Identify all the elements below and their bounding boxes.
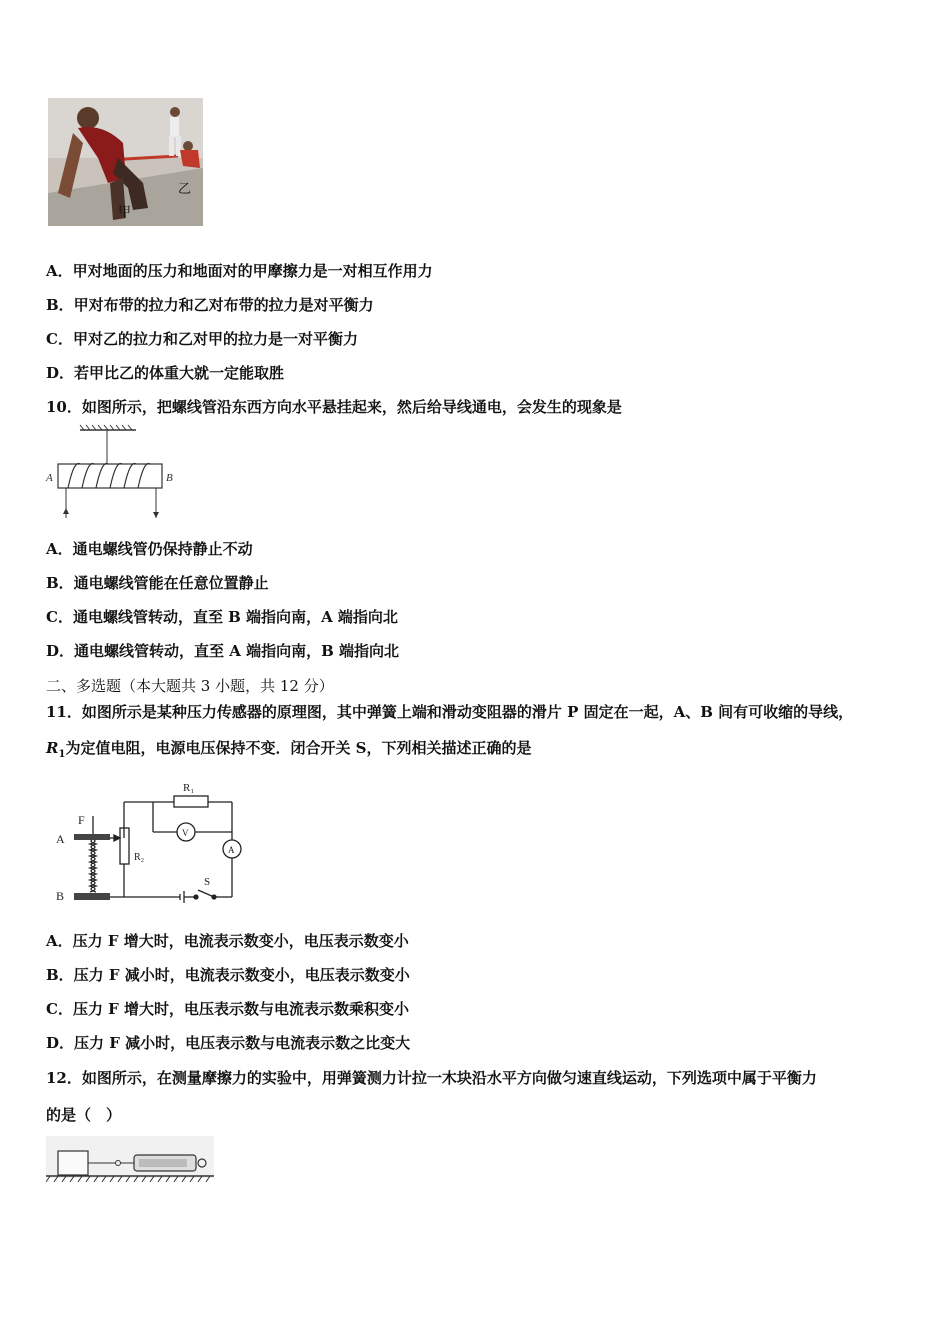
q9-option-a: A．甲对地面的压力和地面对的甲摩擦力是一对相互作用力 [46,262,433,280]
q9-option-d: D．若甲比乙的体重大就一定能取胜 [46,364,285,382]
label-a: A [46,472,53,484]
label-f: F [78,813,85,827]
r1-subscript: 1 [58,749,66,760]
q10-option-c: C．通电螺线管转动，直至 B 端指向南，A 端指向北 [46,608,398,626]
q10-option-b: B．通电螺线管能在任意位置静止 [46,574,269,592]
q11-option-c: C．压力 F 增大时，电压表示数与电流表示数乘积变小 [46,1000,410,1018]
q11-option-d: D．压力 F 减小时，电压表示数与电流表示数之比变大 [46,1034,411,1052]
label-s: S [204,876,211,888]
q9-option-b: B．甲对布带的拉力和乙对布带的拉力是对平衡力 [46,296,374,314]
tug-of-war-photo [48,98,203,226]
label-a-end: A [56,832,65,846]
label-r1: R₁ [183,782,195,794]
q11-stem-line2 [46,738,532,765]
label-r2: R₂ [134,852,145,863]
label-b: B [166,472,173,484]
q12-stem-line2: 的是（ ） [46,1106,122,1124]
label-ammeter: A [228,845,235,855]
q11-option-b: B．压力 F 减小时，电流表示数变小，电压表示数变小 [46,966,410,984]
label-v: V [182,828,189,838]
label-b-end: B [56,889,65,903]
q10-option-d: D．通电螺线管转动，直至 A 端指向南，B 端指向北 [46,642,399,660]
q11-option-a: A．压力 F 增大时，电流表示数变小，电压表示数变小 [46,932,409,950]
q9-option-c: C．甲对乙的拉力和乙对甲的拉力是一对平衡力 [46,330,358,348]
q10-stem: 10．如图所示，把螺线管沿东西方向水平悬挂起来，然后给导线通电，会发生的现象是 [46,398,622,416]
q10-option-a: A．通电螺线管仍保持静止不动 [46,540,253,558]
section-title: 二、多选题（本大题共 3 小题，共 12 分） [46,677,334,695]
label-yi: 乙 [178,181,192,196]
spring-scale-figure [46,1136,214,1188]
r1-symbol: R [46,739,59,757]
q11-stem-line2-text: 为定值电阻，电源电压保持不变．闭合开关 S，下列相关描述正确的是 [65,739,532,757]
circuit-diagram [50,776,250,906]
q12-stem-line1: 12．如图所示，在测量摩擦力的实验中，用弹簧测力计拉一木块沿水平方向做匀速直线运动，下列选项中属于平衡力 [46,1069,817,1087]
q11-stem-line1: 11．如图所示是某种压力传感器的原理图，其中弹簧上端和滑动变阻器的滑片 P 固定在一起，A、B 间有可收缩的导线， [46,703,854,721]
solenoid-diagram [44,424,184,522]
label-jia: 甲 [118,204,132,219]
